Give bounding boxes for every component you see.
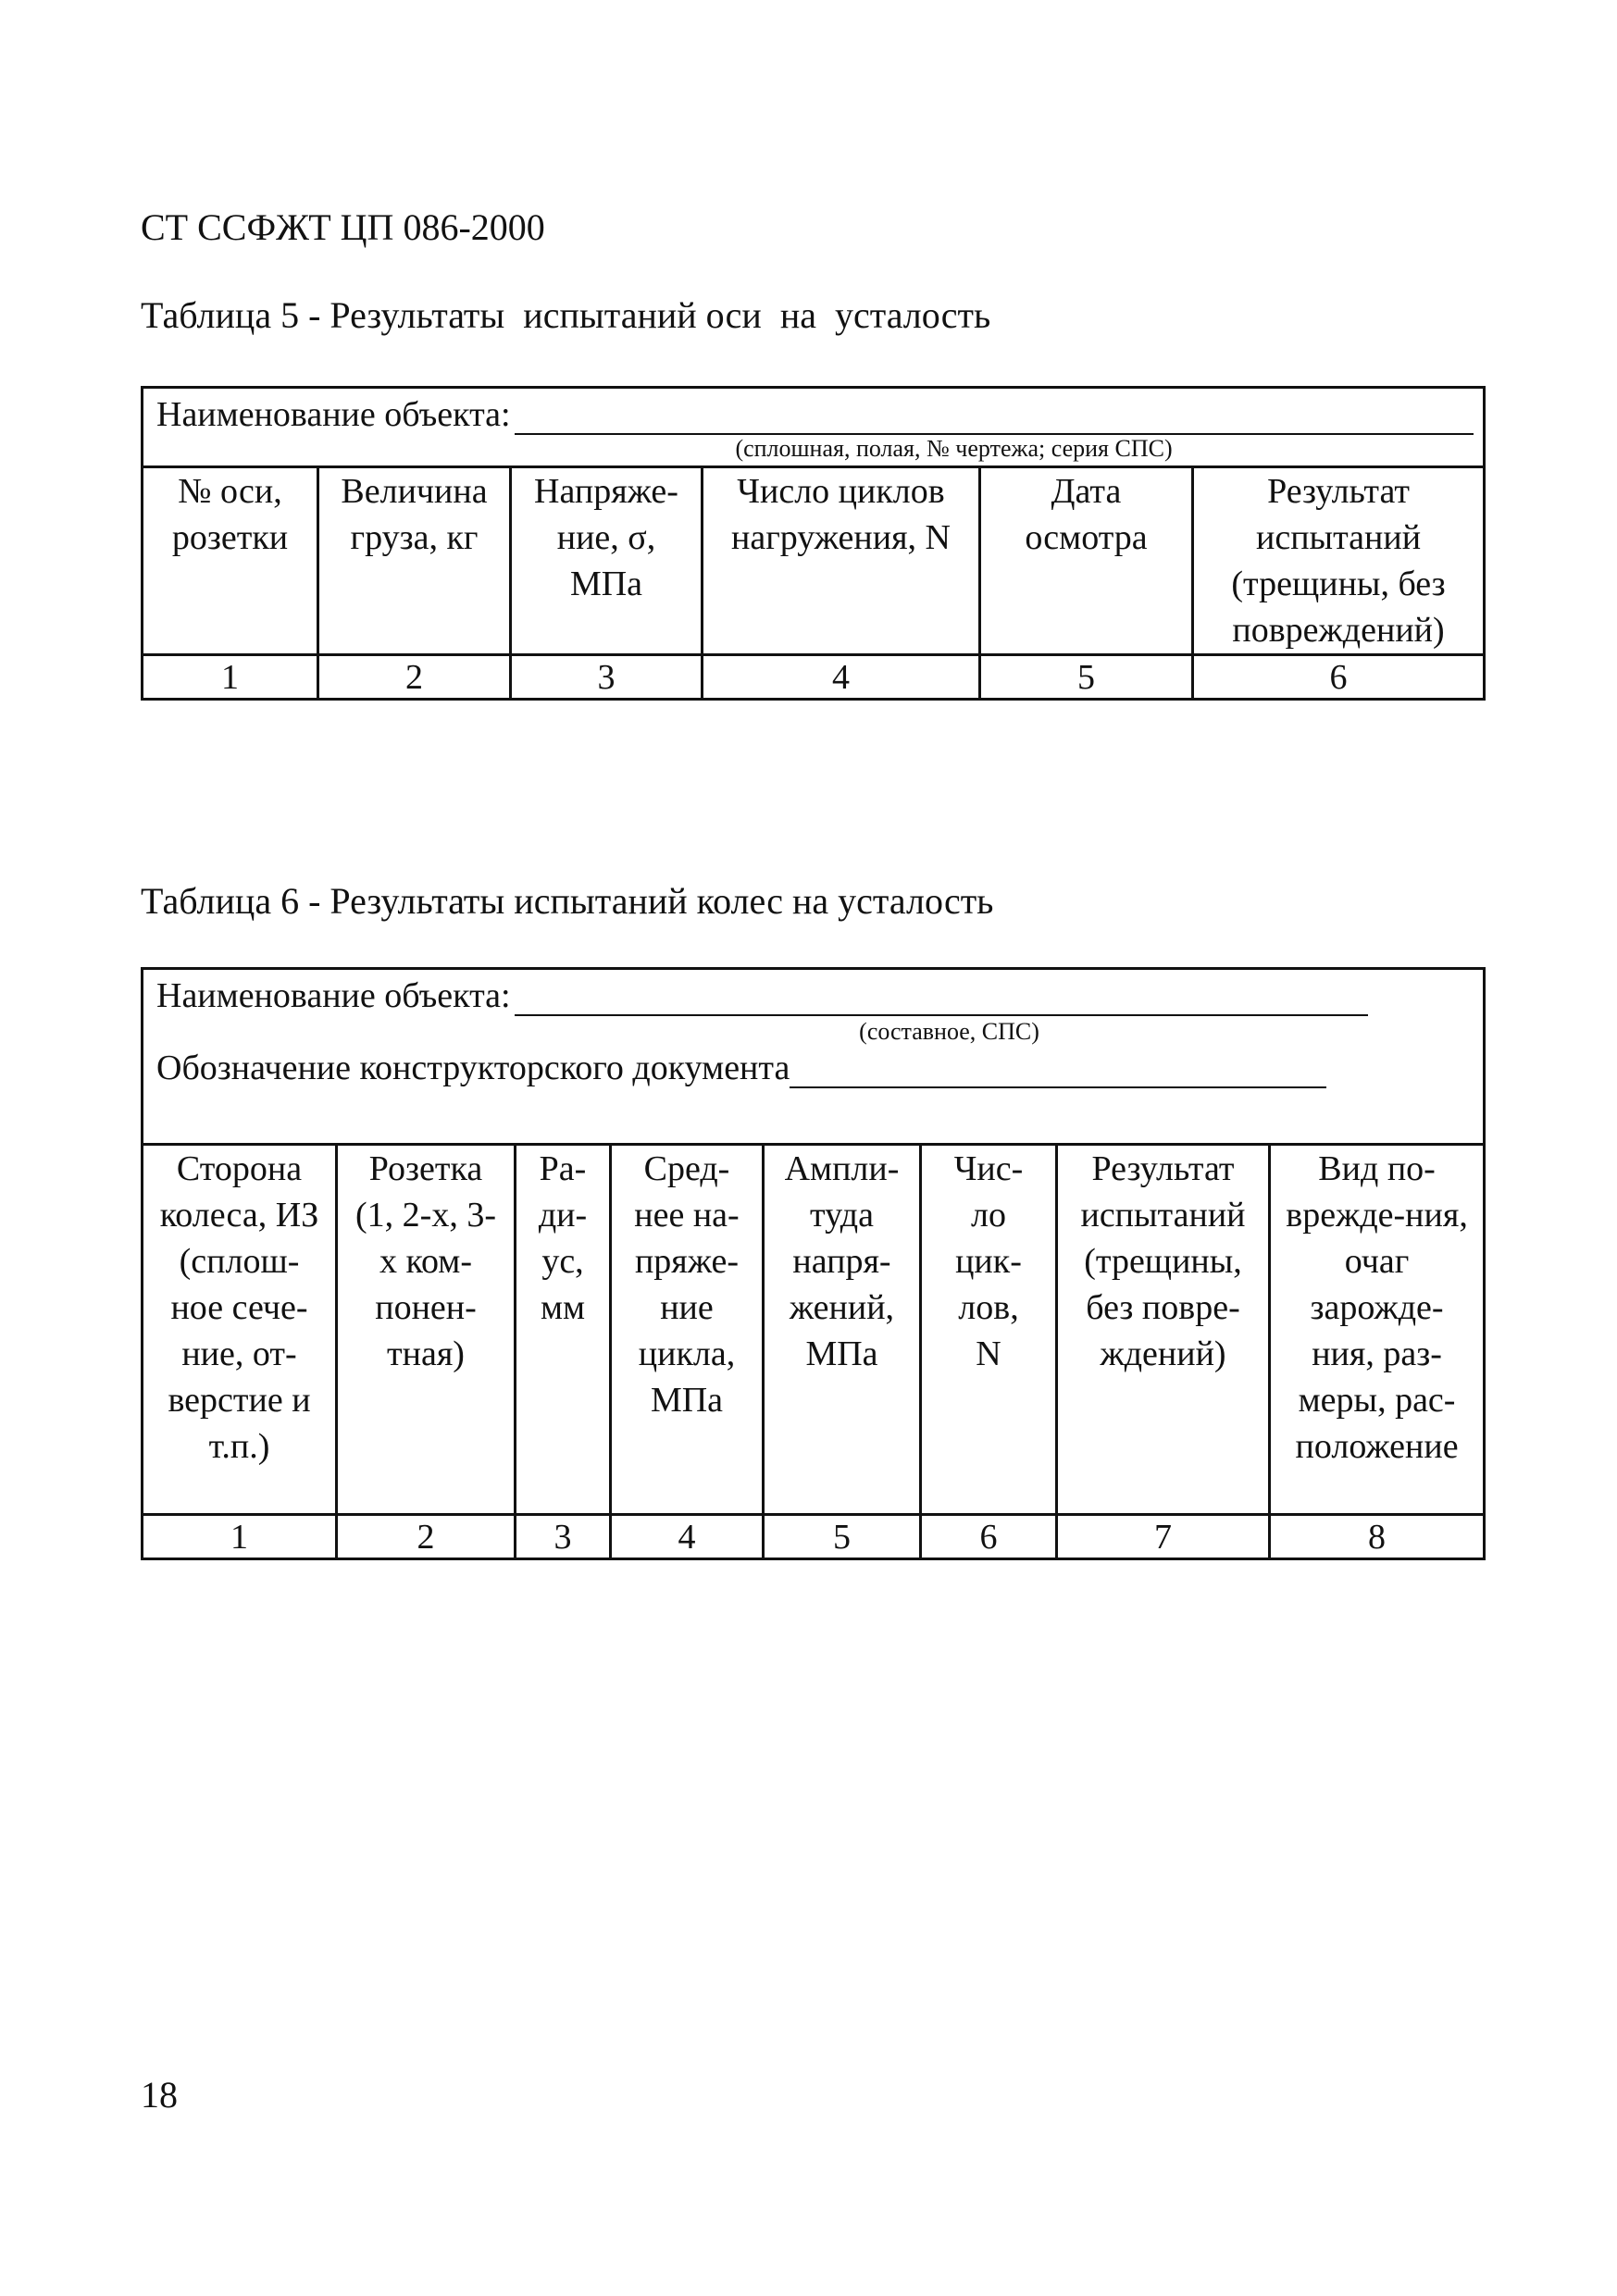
table5-col-header: Величина груза, кг [318, 467, 511, 655]
table6-col-header: Чис-ло цик-лов, N [921, 1145, 1057, 1515]
table6-object-note: (составное, СПС) [859, 1018, 1039, 1045]
table6-design-doc-blank [790, 1059, 1326, 1088]
table5-object-label: Наименование объекта: [156, 395, 511, 434]
table6-col-number: 1 [143, 1515, 337, 1559]
table5-col-number: 6 [1193, 655, 1485, 700]
table5-col-number: 2 [318, 655, 511, 700]
table6-object-row [143, 969, 1485, 1145]
table6-col-header: Сред-нее на-пряже-ние цикла, МПа [611, 1145, 764, 1515]
table6-col-header: Вид по-вреждe-ния, очаг зарожде-ния, раз-меры, рас-положение [1270, 1145, 1485, 1515]
table5-col-number: 3 [511, 655, 703, 700]
table5-object-row [143, 388, 1485, 467]
table6-col-header: Розетка (1, 2-х, 3-х ком-понен-тная) [337, 1145, 516, 1515]
table5-object-note: (сплошная, полая, № чертежа; серия СПС) [735, 435, 1173, 462]
table5-col-number: 1 [143, 655, 318, 700]
table6-object-blank [515, 987, 1368, 1016]
table6-col-header: Ампли-туда напря-жений, МПа [764, 1145, 921, 1515]
table5-col-number: 4 [703, 655, 980, 700]
table6-object-label: Наименование объекта: [156, 976, 511, 1015]
table5-col-number: 5 [980, 655, 1193, 700]
table5-col-header: Напряже-ние, σ, МПа [511, 467, 703, 655]
table6 [141, 967, 1486, 1560]
table6-col-number: 6 [921, 1515, 1057, 1559]
table6-col-number: 8 [1270, 1515, 1485, 1559]
table5-col-header: № оси, розетки [143, 467, 318, 655]
table6-caption: Таблица 6 - Результаты испытаний колес на усталость [141, 880, 994, 922]
table6-col-header: Результат испытаний (трещины, без повре-ждений) [1057, 1145, 1270, 1515]
table5-caption: Таблица 5 - Результаты испытаний оси на усталость [141, 294, 991, 336]
table6-col-number: 3 [516, 1515, 611, 1559]
table5-object-blank [515, 405, 1474, 435]
table5 [141, 386, 1486, 701]
table6-col-number: 5 [764, 1515, 921, 1559]
page-number: 18 [141, 2074, 178, 2116]
table6-col-number: 2 [337, 1515, 516, 1559]
document-code: СТ ССФЖТ ЦП 086-2000 [141, 206, 545, 248]
table6-col-number: 7 [1057, 1515, 1270, 1559]
table6-col-header: Ра-ди-ус, мм [516, 1145, 611, 1515]
table6-col-header: Сторона колеса, ИЗ (сплош-ное сече-ние, от-верстие и т.п.) [143, 1145, 337, 1515]
table6-col-number: 4 [611, 1515, 764, 1559]
table5-col-header: Число циклов нагружения, N [703, 467, 980, 655]
table5-col-header: Дата осмотра [980, 467, 1193, 655]
table5-col-header: Результат испытаний (трещины, без повреждений) [1193, 467, 1485, 655]
table6-design-doc-label: Обозначение конструкторского документа [156, 1049, 790, 1087]
